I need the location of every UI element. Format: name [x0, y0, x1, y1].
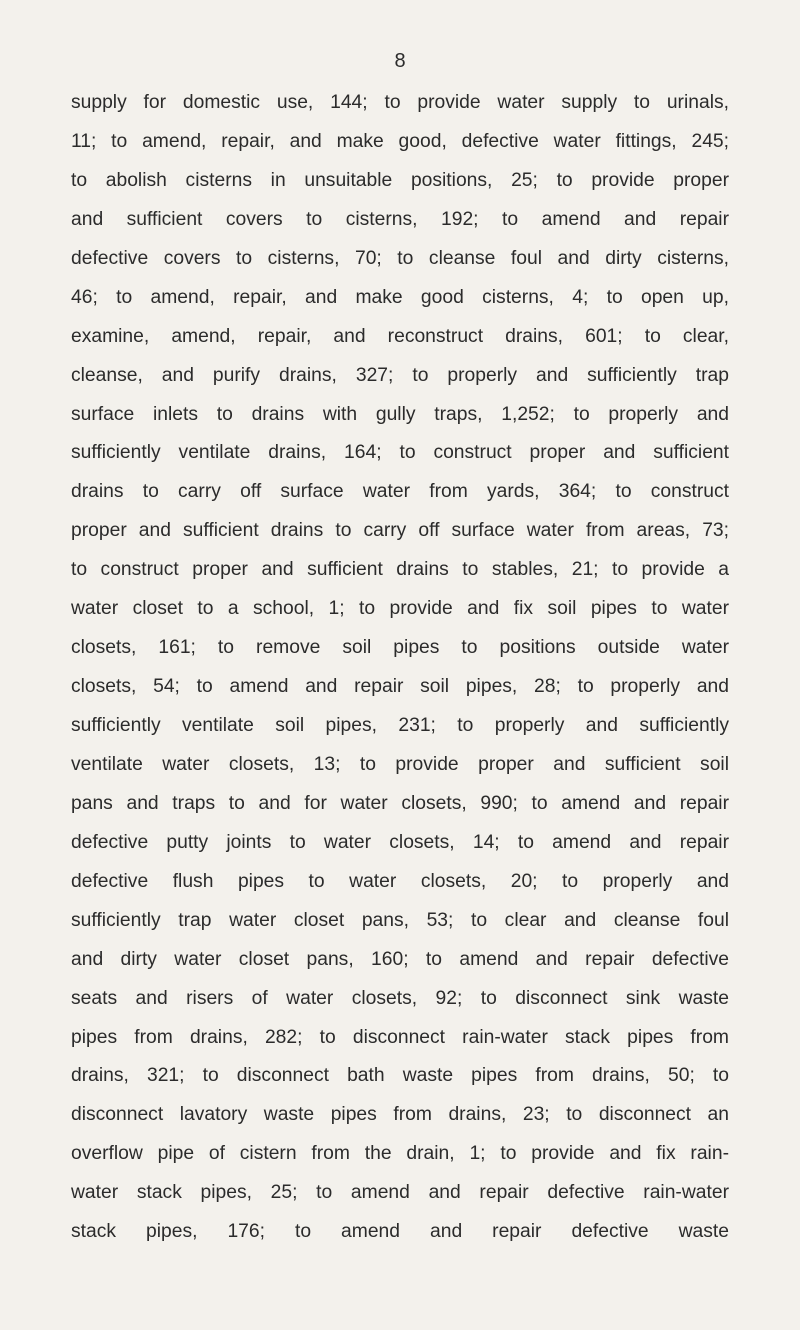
- body-text: [71, 84, 729, 1252]
- text-line: drains, 321; to disconnect bath waste pipes from drains, 50; to: [71, 1065, 729, 1087]
- text-line: sufficiently ventilate drains, 164; to construct proper and sufficient: [71, 442, 729, 464]
- text-line: defective covers to cisterns, 70; to cleanse foul and dirty cisterns,: [71, 247, 729, 269]
- text-line: closets, 54; to amend and repair soil pipes, 28; to properly and: [71, 676, 729, 698]
- text-line: proper and sufficient drains to carry off surface water from areas, 73;: [71, 520, 729, 542]
- text-line: water stack pipes, 25; to amend and repair defective rain-water: [71, 1182, 729, 1204]
- text-line: overflow pipe of cistern from the drain, 1; to provide and fix rain-: [71, 1143, 729, 1165]
- text-line: sufficiently ventilate soil pipes, 231; to properly and sufficiently: [71, 715, 729, 736]
- text-line: sufficiently trap water closet pans, 53; to clear and cleanse foul: [71, 909, 729, 931]
- text-line: to construct proper and sufficient drains to stables, 21; to provide a: [71, 559, 729, 581]
- text-line: closets, 161; to remove soil pipes to positions outside water: [71, 637, 729, 659]
- text-line: 46; to amend, repair, and make good cisterns, 4; to open up,: [71, 286, 729, 308]
- text-line: seats and risers of water closets, 92; to disconnect sink waste: [71, 987, 729, 1009]
- text-line: defective putty joints to water closets, 14; to amend and repair: [71, 831, 729, 853]
- text-line: drains to carry off surface water from yards, 364; to construct: [71, 481, 729, 503]
- text-line: and sufficient covers to cisterns, 192; to amend and repair: [71, 208, 729, 230]
- page-number: 8: [394, 50, 406, 72]
- text-line: defective flush pipes to water closets, 20; to properly and: [71, 870, 729, 892]
- text-line: examine, amend, repair, and reconstruct drains, 601; to clear,: [71, 325, 729, 347]
- text-line: surface inlets to drains with gully traps, 1,252; to properly and: [71, 403, 729, 425]
- text-line: water closet to a school, 1; to provide and fix soil pipes to water: [71, 598, 729, 620]
- text-line: to abolish cisterns in unsuitable positions, 25; to provide proper: [71, 169, 729, 191]
- text-line: stack pipes, 176; to amend and repair defective waste: [71, 1221, 729, 1243]
- text-line: cleanse, and purify drains, 327; to properly and sufficiently trap: [71, 364, 729, 386]
- text-line: 11; to amend, repair, and make good, defective water fittings, 245;: [71, 130, 729, 152]
- text-line: and dirty water closet pans, 160; to amend and repair defective: [71, 948, 729, 970]
- text-line: pipes from drains, 282; to disconnect rain-water stack pipes from: [71, 1026, 729, 1048]
- text-line: ventilate water closets, 13; to provide proper and sufficient soil: [71, 753, 729, 775]
- text-line: supply for domestic use, 144; to provide water supply to urinals,: [71, 92, 729, 113]
- text-line: pans and traps to and for water closets, 990; to amend and repair: [71, 792, 729, 814]
- text-line: disconnect lavatory waste pipes from drains, 23; to disconnect an: [71, 1104, 729, 1126]
